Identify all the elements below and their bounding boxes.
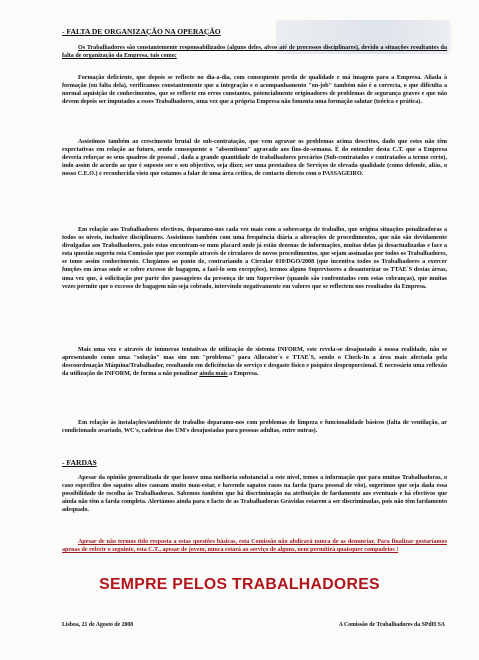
inform-emphasis: ainda mais — [199, 371, 228, 378]
footer-signature: A Comissão de Trabalhadores da SPdH SA — [338, 622, 445, 628]
intro-paragraph: Os Trabalhadores são constantemente responsabilizados (alguns deles, alvos até de processos disciplinares), devido a situações resultantes da falta de organização da Empresa, tais como: — [62, 45, 447, 60]
inform-end: a Empresa. — [227, 371, 259, 378]
closing-statement: Apesar de não termos tido resposta a estas questões básicas, esta Comissão não abdicará nunca de as denunciar. Para finalizar gostaríamos apenas de referir o seguinte, esta C.T., apesar de jovem, nunca estará ao serviço de alguns, nem permitirá quaisquer compadrios ! — [62, 539, 447, 554]
inform-text: Mais uma vez e através de inúmeras tentativas de utilização do sistema INFORM, este revela-se desajustado à nossa realidade, não se apresentando como uma "solução" mas sim um "problema" para Allocator´s e TTAE´S, sendo o Check-In a área mais afectada pela descoordenação Máquina/Trabalhador, resultando em deficiências de serviço e desgaste físico e psíquico desproporcional. É necessário uma reflexão da utilização do INFORM, de forma a não penalizar — [62, 347, 447, 378]
paragraph-subcontratacao: Assistimos também ao crescimento brutal de sub-contratação, que vem agravar os problemas acima descritos, dado que estes não têm expectativas em relação ao futuro, sendo consequente o "absentismo" agravado aos fins-de-semana. É do entender desta C.T. que a Empresa deveria reforçar os seus quadros de pessoal , dada a grande quantidade de trabalhadores precários (Sub-contratados e contratados a termo certo), indo assim de acordo ao que é suposto ser o seu objectivo, seja dizer, ser uma prestadora de Serviços de elevada qualidade (como defende, aliás, o nosso C.E.O.) e reconhecida visto que estamos a falar de uma área crítica, de contacto directo com o PASSAGEIRO. — [62, 139, 447, 178]
paragraph-formacao: Formação deficiente, que depois se reflecte no dia-a-dia, com consequente perda de qualidade e má imagem para a Empresa. Aliada à formação (ou falta dela), verificamos constantemente que a integração e o acompanhamento "on-job" também não é a correcta, o que dificulta a normal aquisição de conhecimentos, que se reflecte em erros constantes, potencialmente originadores de problemas de segurança graves e que não devem depois ser imputados a esses Trabalhadores, uma vez que a própria Empresa não fomenta uma formação salutar (teórica e prática). — [62, 75, 447, 106]
paragraph-inform — [62, 346, 447, 378]
footer-date: Lisboa, 21 de Agosto de 2008 — [62, 622, 134, 628]
paragraph-efectivos: Em relação aos Trabalhadores efectivos, deparamo-nos cada vez mais com a sobrecarga de trabalho, que origina situações penalizadoras a todos os níveis, inclusive disciplinares. Assistimos também com uma frequência diária a alterações de procedimentos, que não são devidamente divulgadas aos Trabalhadores, pois estas encontram-se num placard onde já estão dezenas de informações, muitas delas já desactualizadas e face a esta questão sugeriu esta Comissão que por exemplo através de circulares de novos procedimentos, que sejam assinadas por todos os Trabalhadores, se tome assim conhecimento. Chegámos ao ponto de, contrariando a Circular 010/DGO/2008 (que incentiva todos os Trabalhadores a exercer funções em áreas onde se cobre excesso de bagagem, a fazê-lo sem excepções), termos alguns Supervisores a desautorizar os TTAE´S destas áreas, uma vez que, à solicitação por parte dos passageiros da presença de um Supervisor (quando são confrontados com estas cobranças), que muitas vezes permite que o excesso de bagagem não seja cobrado, intervindo negativamente em valores que se reflectem nos resultados da Empresa. — [62, 227, 447, 290]
section-heading-fardas: - FARDAS — [62, 458, 97, 467]
slogan: SEMPRE PELOS TRABALHADORES — [99, 576, 380, 593]
paragraph-fardas: Apesar da opinião generalizada de que houve uma melhoria substancial a este nível, temos a informação que para muitas Trabalhadoras, o caso específico dos sapatos altos causam muito mau-estar, e havendo sapatos rasos na farda (para pessoal de vôo), sugerimos que seja dada essa possibilidade de escolha às Trabalhadoras. Sabemos também que há discriminação na atribuição de fardamento aos eventuais e há efectivos que ainda não têm a farda completa. Alertámos ainda para o facto de as Trabalhadoras Grávidas estarem a ser discriminadas, pois não têm fardamento adequado. — [62, 475, 447, 514]
section-heading-organizacao: - FALTA DE ORGANIZAÇÃO NA OPERAÇÃO — [62, 27, 221, 36]
paragraph-instalacoes: Em relação às instalações/ambiente de trabalho deparamo-nos com problemas de limpeza e funcionalidade básicos (falta de ventilação, ar condicionado avariado, WC's, cadeiras dos UM's desajustadas para pessoas adultas, entre outras). — [62, 420, 447, 435]
